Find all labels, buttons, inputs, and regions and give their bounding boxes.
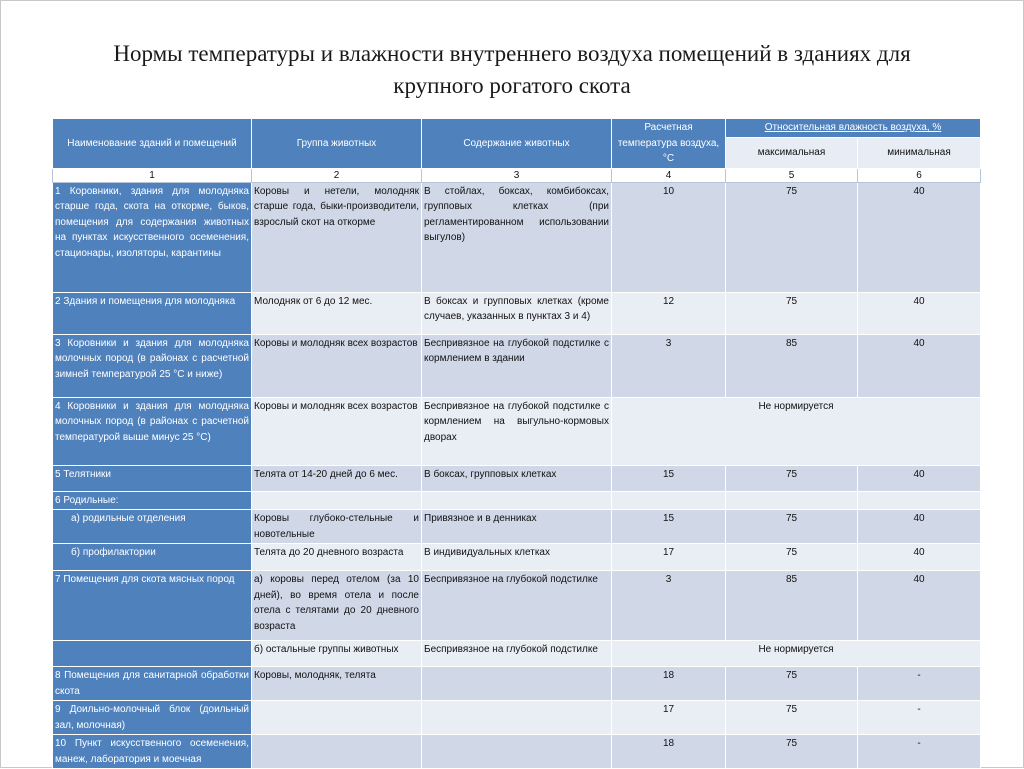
row-group — [252, 701, 422, 735]
row-min: - — [858, 701, 981, 735]
row-temp: 15 — [612, 510, 726, 544]
table-row — [53, 667, 981, 701]
row-keeping: Беспривязное на глубокой подстилке — [422, 641, 612, 667]
row-keeping: В боксах, групповых клетках — [422, 465, 612, 491]
column-number-row — [53, 168, 981, 182]
row-name: 4 Коровники и здания для молодняка молочных пород (в районах с расчетной температурой выше минус 25 °C) — [53, 397, 252, 465]
column-number: 1 — [53, 168, 252, 182]
row-keeping: Беспривязное на глубокой подстилке — [422, 571, 612, 641]
table-row — [53, 544, 981, 571]
row-empty — [858, 491, 981, 510]
row-group: Коровы и молодняк всех возрастов — [252, 397, 422, 465]
row-temp: 17 — [612, 544, 726, 571]
header-min: минимальная — [858, 137, 981, 168]
header-humidity: Относительная влажность воздуха, % — [726, 119, 981, 138]
row-max: 75 — [726, 465, 858, 491]
row-temp: 3 — [612, 571, 726, 641]
row-not-regulated: Не нормируется — [612, 397, 981, 465]
row-name: 3 Коровники и здания для молодняка молочных пород (в районах с расчетной зимней температурой 25 °C и ниже) — [53, 334, 252, 397]
row-name: 9 Доильно-молочный блок (доильный зал, молочная) — [53, 701, 252, 735]
row-keeping — [422, 667, 612, 701]
row-min: - — [858, 667, 981, 701]
header-temp: Расчетная температура воздуха, °C — [612, 119, 726, 169]
row-group: Коровы и молодняк всех возрастов — [252, 334, 422, 397]
row-group: Телята до 20 дневного возраста — [252, 544, 422, 571]
column-number: 4 — [612, 168, 726, 182]
row-max: 75 — [726, 182, 858, 292]
table-row — [53, 292, 981, 334]
table-row — [53, 641, 981, 667]
row-min: 40 — [858, 544, 981, 571]
row-max: 75 — [726, 667, 858, 701]
row-group: Коровы глубоко-стельные и новотельные — [252, 510, 422, 544]
header-row — [53, 119, 981, 138]
header-max: максимальная — [726, 137, 858, 168]
column-number: 5 — [726, 168, 858, 182]
row-temp: 3 — [612, 334, 726, 397]
row-group: Коровы и нетели, молодняк старше года, быки-производители, взрослый скот на откорме — [252, 182, 422, 292]
row-keeping: Беспривязное на глубокой подстилке с кормлением на выгульно-кормовых дворах — [422, 397, 612, 465]
title-line-2: крупного рогатого скота — [393, 73, 631, 98]
row-min: 40 — [858, 334, 981, 397]
row-name: 8 Помещения для санитарной обработки скота — [53, 667, 252, 701]
column-number: 6 — [858, 168, 981, 182]
row-name: 5 Телятники — [53, 465, 252, 491]
row-empty — [612, 491, 726, 510]
row-max: 75 — [726, 292, 858, 334]
row-group — [252, 735, 422, 769]
row-temp: 18 — [612, 667, 726, 701]
row-keeping: В индивидуальных клетках — [422, 544, 612, 571]
row-max: 85 — [726, 571, 858, 641]
table-row — [53, 397, 981, 465]
row-name: 1 Коровники, здания для молодняка старше года, скота на откорме, быков, помещения для содержания животных на пунктах искусственного осеменения, стационары, изоляторы, карантины — [53, 182, 252, 292]
row-name: 7 Помещения для скота мясных пород — [53, 571, 252, 641]
row-keeping: Беспривязное на глубокой подстилке с кормлением в здании — [422, 334, 612, 397]
row-max: 75 — [726, 544, 858, 571]
header-group: Группа животных — [252, 119, 422, 169]
row-name: б) профилактории — [53, 544, 252, 571]
table-row — [53, 491, 981, 510]
row-group: а) коровы перед отелом (за 10 дней), во время отела и после отела с телятами до 20 дневного возраста — [252, 571, 422, 641]
table-row — [53, 465, 981, 491]
title-line-1: Нормы температуры и влажности внутреннего воздуха помещений в зданиях для — [113, 41, 911, 66]
row-temp: 12 — [612, 292, 726, 334]
row-name: 10 Пункт искусственного осеменения, манеж, лаборатория и моечная — [53, 735, 252, 769]
row-temp: 10 — [612, 182, 726, 292]
row-group: Коровы, молодняк, телята — [252, 667, 422, 701]
header-keeping: Содержание животных — [422, 119, 612, 169]
row-keeping: В боксах и групповых клетках (кроме случаев, указанных в пунктах 3 и 4) — [422, 292, 612, 334]
row-keeping: Привязное и в денниках — [422, 510, 612, 544]
row-group: б) остальные группы животных — [252, 641, 422, 667]
row-min: - — [858, 735, 981, 769]
column-number: 3 — [422, 168, 612, 182]
row-temp: 17 — [612, 701, 726, 735]
row-keeping: В стойлах, боксах, комбибоксах, групповых клетках (при регламентированном использовании выгулов) — [422, 182, 612, 292]
column-number: 2 — [252, 168, 422, 182]
table-row — [53, 182, 981, 292]
row-group: Телята от 14-20 дней до 6 мес. — [252, 465, 422, 491]
row-max: 75 — [726, 735, 858, 769]
row-max: 85 — [726, 334, 858, 397]
row-name: 6 Родильные: — [53, 491, 252, 510]
table-row — [53, 571, 981, 641]
row-empty — [726, 491, 858, 510]
row-not-regulated: Не нормируется — [612, 641, 981, 667]
table-row — [53, 334, 981, 397]
row-min: 40 — [858, 510, 981, 544]
row-max: 75 — [726, 701, 858, 735]
row-min: 40 — [858, 182, 981, 292]
row-keeping — [422, 701, 612, 735]
row-temp: 15 — [612, 465, 726, 491]
header-name: Наименование зданий и помещений — [53, 119, 252, 169]
row-max: 75 — [726, 510, 858, 544]
table-row — [53, 701, 981, 735]
slide-title — [40, 38, 984, 102]
table-row — [53, 735, 981, 769]
row-temp: 18 — [612, 735, 726, 769]
row-group: Молодняк от 6 до 12 мес. — [252, 292, 422, 334]
row-empty — [252, 491, 422, 510]
row-min: 40 — [858, 465, 981, 491]
row-name — [53, 641, 252, 667]
row-min: 40 — [858, 571, 981, 641]
row-name: а) родильные отделения — [53, 510, 252, 544]
row-min: 40 — [858, 292, 981, 334]
row-empty — [422, 491, 612, 510]
norms-table — [52, 118, 981, 769]
row-name: 2 Здания и помещения для молодняка — [53, 292, 252, 334]
row-keeping — [422, 735, 612, 769]
table-row — [53, 510, 981, 544]
